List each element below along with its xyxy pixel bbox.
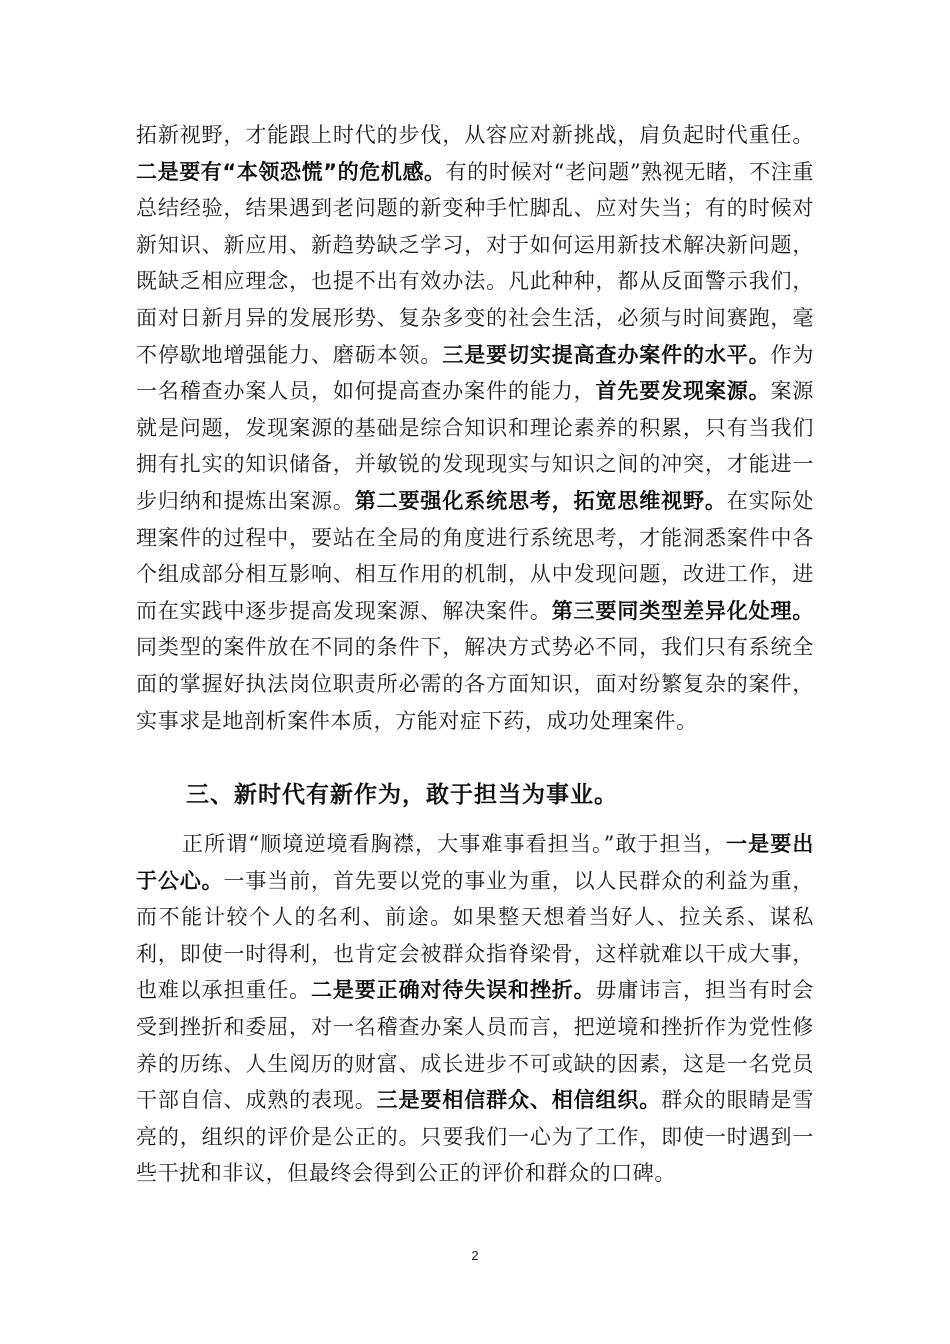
p1-seg-8: 在实际处理案件的过程中，要站在全局的角度进行系统思考，才能洞悉案件中各个组成部分相互影响、相互作用的机制，从中发现问题，改进工作，进而在实践中逐步提高发现案源、解决案件。 (136, 488, 814, 623)
p1-seg-5: 首先要发现案源。 (595, 379, 771, 404)
p1-seg-9: 第三要同类型差异化处理。 (551, 598, 814, 623)
p1-seg-10: 同类型的案件放在不同的条件下，解决方式势必不同，我们只有系统全面的掌握好执法岗位职责所必需的各方面知识，面对纷繁复杂的案件，实事求是地剖析案件本质，方能对症下药，成功处理案件。 (136, 635, 814, 733)
p2-seg-6: 群众的眼睛是雪亮的，组织的评价是公正的。只要我们一心为了工作，即使一时遇到一些干扰和非议，但最终会得到公正的评价和群众的口碑。 (136, 1088, 814, 1186)
p2-seg-3: 二是要正确对待失误和挫折。 (311, 978, 596, 1003)
p2-seg-5: 三是要相信群众、相信组织。 (376, 1088, 662, 1113)
paragraph-2 (136, 826, 814, 1192)
p1-seg-6: 案源就是问题，发现案源的基础是综合知识和理论素养的积累，只有当我们拥有扎实的知识储备，并敏锐的发现现实与知识之间的冲突，才能进一步归纳和提炼出案源。 (136, 379, 814, 513)
p1-seg-3: 三是要切实提高查办案件的水平。 (442, 342, 771, 367)
section-heading: 三、新时代有新作为，敢于担当为事业。 (186, 782, 618, 808)
p1-seg-4: 作为一名稽查办案人员，如何提高查办案件的能力， (136, 342, 815, 404)
p1-seg-7: 第二要强化系统思考，拓宽思维视野。 (354, 488, 727, 513)
p2-seg-4: 毋庸讳言，担当有时会受到挫折和委屈，对一名稽查办案人员而言，把逆境和挫折作为党性修养的历练、人生阅历的财富、成长进步不可或缺的因素，这是一名党员干部自信、成熟的表现。 (136, 978, 814, 1113)
p2-seg-2: 一事当前，首先要以党的事业为重，以人民群众的利益为重，而不能计较个人的名利、前途。如果整天想着当好人、拉关系、谋私利，即使一时得利，也肯定会被群众指脊梁骨，这样就难以干成大事，也难以承担重任。 (136, 868, 815, 1003)
paragraph-1 (136, 117, 814, 739)
p1-seg-1: 二是要有“本领恐慌”的危机感。 (136, 159, 446, 184)
p2-seg-1: 一是要出于公心。 (136, 832, 814, 893)
p1-seg-0: 拓新视野，才能跟上时代的步伐，从容应对新挑战，肩负起时代重任。 (136, 123, 814, 147)
p2-seg-0: 正所谓“顺境逆境看胸襟，大事难事看担当。”敢于担当， (182, 832, 727, 856)
page-number: 2 (471, 1248, 479, 1263)
p1-seg-2: 有的时候对“老问题”熟视无睹，不注重总结经验，结果遇到老问题的新变种手忙脚乱、应对失当；有的时候对新知识、新应用、新趋势缺乏学习，对于如何运用新技术解决新问题，既缺乏相应理念，也提不出有效办法。凡此种种，都从反面警示我们，面对日新月异的发展形势、复杂多变的社会生活，必须与时间赛跑，毫不停歇地增强能力、磨砺本领。 (136, 159, 814, 367)
